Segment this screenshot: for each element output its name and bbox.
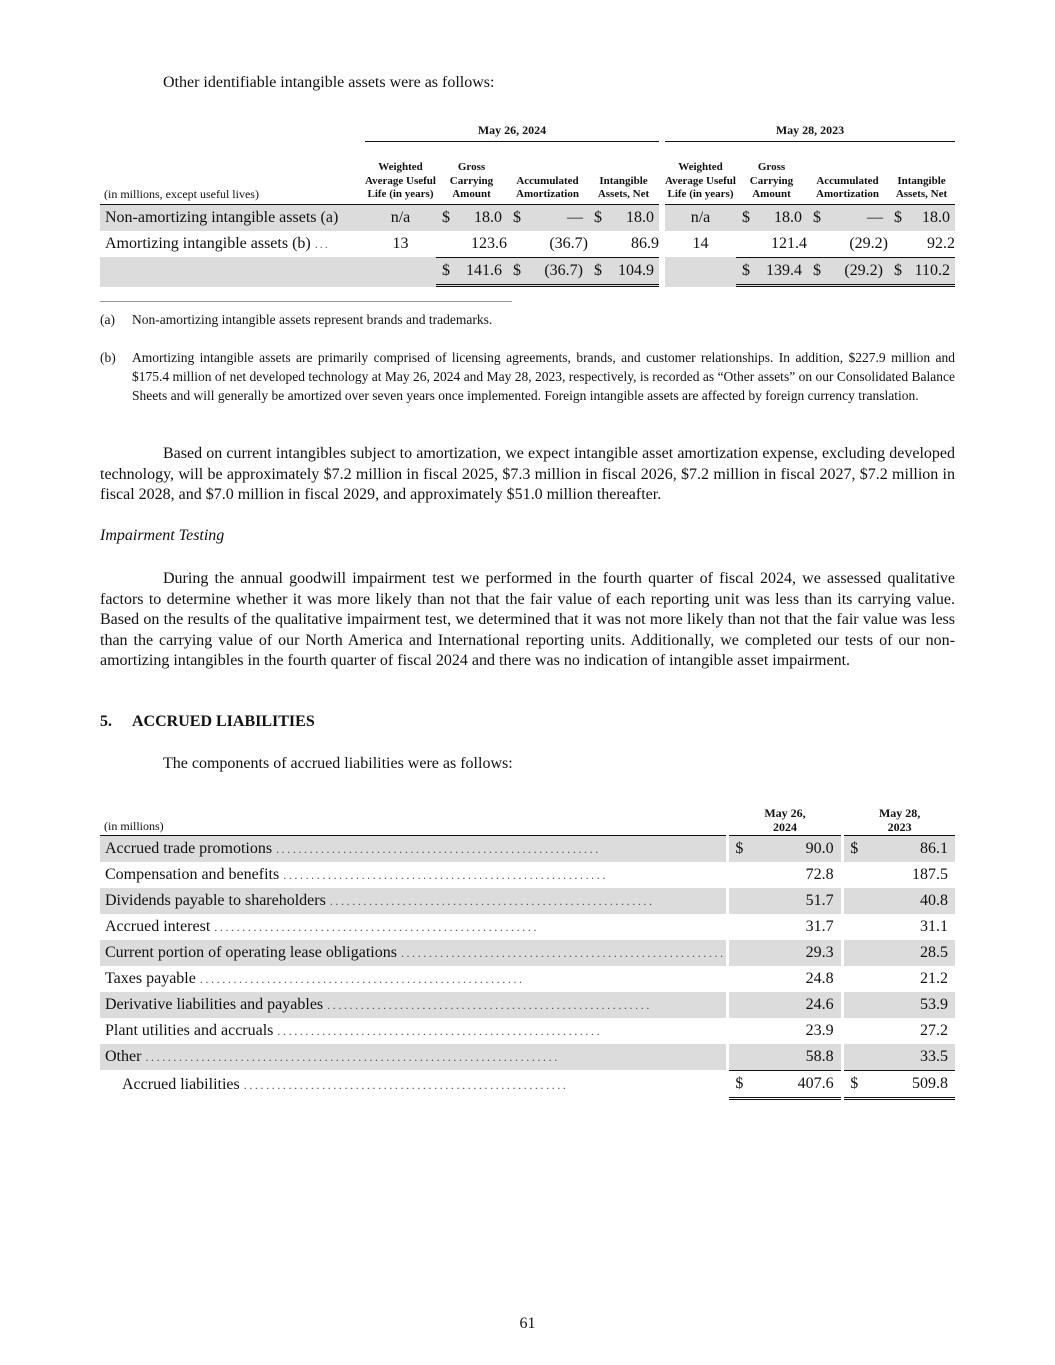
table-row: Accrued interest .......................................................... 31.7 31.1 xyxy=(100,914,955,940)
table-row: Accrued trade promotions .......................................................... $ 90.0 $ 86.1 xyxy=(100,836,955,862)
col-accumulated-amortization: Accumulated Amortization xyxy=(807,142,888,205)
table-row: Dividends payable to shareholders .......................................................... 51.7 40.8 xyxy=(100,888,955,914)
footnote-divider xyxy=(100,301,512,302)
row-label: Non-amortizing intangible assets (a) xyxy=(100,205,365,231)
period-header-2024: May 26, 2024 xyxy=(365,116,659,142)
col-intangible-net: Intangible Assets, Net xyxy=(888,142,955,205)
page-number: 61 xyxy=(519,1315,536,1332)
table-row: Compensation and benefits .......................................................... 72.8 187.5 xyxy=(100,862,955,888)
intangible-assets-table xyxy=(100,116,955,287)
col-useful-life: Weighted Average Useful Life (in years) xyxy=(365,142,436,205)
amortization-paragraph: Based on current intangibles subject to amortization, we expect intangible asset amortization expense, excluding developed technology, will be approximately $7.2 million in fiscal 2025, $7.3 million in fiscal 2026, $7.2 million in fiscal 2027, $7.2 million in fiscal 2028, and $7.0 million in fiscal 2029, and approximately $51.0 million thereafter. xyxy=(100,445,955,503)
row-label: Amortizing intangible assets (b) xyxy=(105,235,311,252)
table-row: Other .......................................................................... 58.8 33.5 xyxy=(100,1044,955,1070)
row-label: Dividends payable to shareholders xyxy=(105,892,326,909)
row-label: Accrued interest xyxy=(105,918,211,935)
period-header-2023: May 28, 2023 xyxy=(665,116,955,142)
table-row: Plant utilities and accruals .......................................................... 23.9 27.2 xyxy=(100,1018,955,1044)
row-label: Current portion of operating lease obligations xyxy=(105,944,397,961)
row-label-header: (in millions, except useful lives) xyxy=(100,142,365,205)
table-row: Non-amortizing intangible assets (a) n/a $ 18.0 $ — $ 18.0 n/a $ 18.0 $ — $ 18.0 xyxy=(100,205,955,231)
row-label: Accrued trade promotions xyxy=(105,840,273,857)
col-may-26-2024: May 26, 2024 xyxy=(729,800,840,836)
impairment-heading: Impairment Testing xyxy=(100,527,225,544)
col-gross-carrying: Gross Carrying Amount xyxy=(436,142,507,205)
table-row: Taxes payable .......................................................... 24.8 21.2 xyxy=(100,966,955,992)
row-label-header: (in millions) xyxy=(100,800,726,836)
impairment-paragraph: During the annual goodwill impairment test we performed in the fourth quarter of fiscal 2024, we assessed qualitative factors to determine whether it was more likely than not that the fair value of each reporting unit was less than its carrying value. Based on the results of the qualitative impairment test, we determined that it was not more likely than not that the fair value was less than the carrying value of our North America and International reporting units. Additionally, we completed our tests of our non-amortizing intangibles in the fourth quarter of fiscal 2024 and there was no indication of intangible asset impairment. xyxy=(100,570,955,669)
row-label: Plant utilities and accruals xyxy=(105,1022,274,1039)
accrued-liabilities-table xyxy=(100,800,955,1100)
table-row: Amortizing intangible assets (b) ... 13 123.6 (36.7) 86.9 14 121.4 (29.2) 92.2 xyxy=(100,231,955,257)
row-label: Accrued liabilities xyxy=(122,1076,240,1093)
footnote-b: (b) Amortizing intangible assets are primarily comprised of licensing agreements, brands, and customer relationships. In addition, $227.9 million and $175.4 million of net developed technology at May 26, 2024 and May 28, 2023, respectively, is recorded as “Other assets” on our Consolidated Balance Sheets and will generally be amortized over seven years once implemented. Foreign intangible assets are affected by foreign currency translation. xyxy=(100,350,955,403)
col-gross-carrying: Gross Carrying Amount xyxy=(736,142,807,205)
row-label: Compensation and benefits xyxy=(105,866,280,883)
section-heading: 5. ACCRUED LIABILITIES xyxy=(100,713,315,730)
table-row: Derivative liabilities and payables .......................................................... 24.6 53.9 xyxy=(100,992,955,1018)
table-row: Current portion of operating lease obligations .......................................................... 29.3 28.5 xyxy=(100,940,955,966)
footnote-a: (a) Non-amortizing intangible assets represent brands and trademarks. xyxy=(100,312,493,327)
accrued-intro: The components of accrued liabilities were as follows: xyxy=(163,755,513,772)
col-useful-life: Weighted Average Useful Life (in years) xyxy=(665,142,736,205)
col-accumulated-amortization: Accumulated Amortization xyxy=(507,142,588,205)
intangibles-intro: Other identifiable intangible assets were as follows: xyxy=(163,74,495,91)
col-intangible-net: Intangible Assets, Net xyxy=(588,142,659,205)
row-label: Other xyxy=(105,1048,142,1065)
total-row: $ 141.6 $ (36.7) $ 104.9 $ 139.4 $ (29.2) $ 110.2 xyxy=(100,257,955,287)
row-label: Taxes payable xyxy=(105,970,196,987)
col-may-28-2023: May 28, 2023 xyxy=(844,800,955,836)
total-row: Accrued liabilities .......................................................... $ 407.6 $ 509.8 xyxy=(100,1070,955,1100)
row-label: Derivative liabilities and payables xyxy=(105,996,324,1013)
